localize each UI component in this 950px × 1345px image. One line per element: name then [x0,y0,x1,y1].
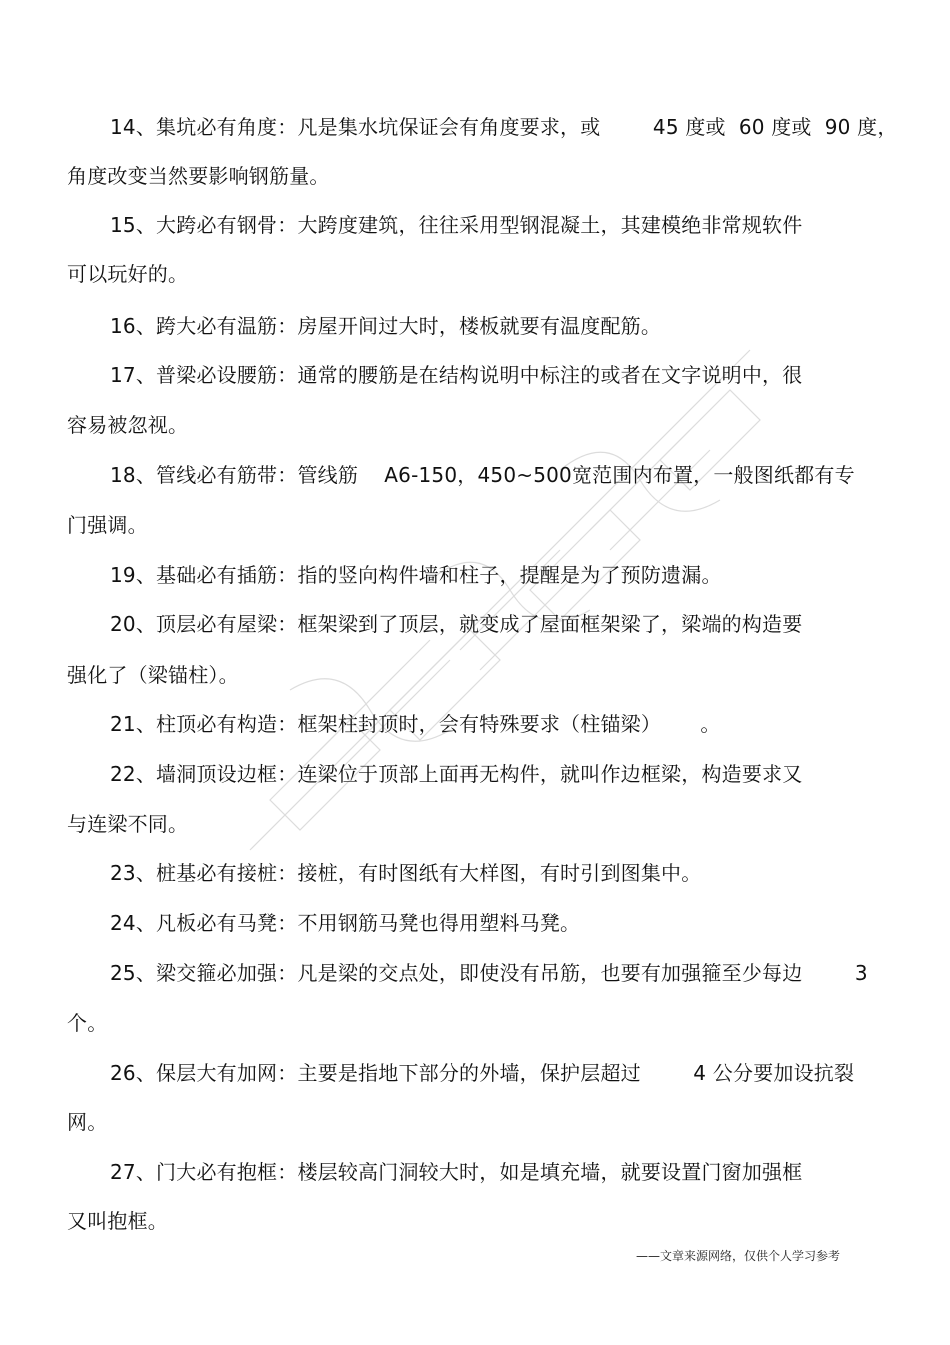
item-14-first-line: 14、集坑必有角度：凡是集水坑保证会有角度要求，或 45 度或 60 度或 90 度， [110,115,898,139]
item-16-first-line: 16、跨大必有温筋：房屋开间过大时，楼板就要有温度配筋。 [110,314,662,338]
item-15-first-line: 15、大跨必有钢骨：大跨度建筑，往往采用型钢混凝土，其建模绝非常规软件 [110,213,803,237]
item-27-first-line: 27、门大必有抱框：楼层较高门洞较大时，如是填充墙，就要设置门窗加强框 [110,1160,803,1184]
item-21-first-line: 21、柱顶必有构造：框架柱封顶时，会有特殊要求（柱锚梁） 。 [110,712,721,736]
item-14-continuation: 角度改变当然要影响钢筋量。 [67,164,330,188]
item-17-continuation: 容易被忽视。 [67,413,189,437]
item-25-first-line: 25、梁交箍必加强：凡是梁的交点处，即使没有吊筋，也要有加强箍至少每边 3 [110,961,868,985]
item-27-continuation: 又叫抱框。 [67,1209,168,1233]
footer-note: ——文章来源网络，仅供个人学习参考 [636,1249,841,1263]
item-18-continuation: 门强调。 [67,513,148,537]
item-25-continuation: 个。 [67,1011,108,1035]
item-20-continuation: 强化了（梁锚柱）。 [67,663,239,687]
item-26-continuation: 网。 [67,1110,108,1134]
item-20-first-line: 20、顶层必有屋梁：框架梁到了顶层，就变成了屋面框架梁了，梁端的构造要 [110,612,803,636]
item-24-first-line: 24、凡板必有马凳：不用钢筋马凳也得用塑料马凳。 [110,911,581,935]
item-19-first-line: 19、基础必有插筋：指的竖向构件墙和柱子，提醒是为了预防遗漏。 [110,563,722,587]
item-22-continuation: 与连梁不同。 [67,812,189,836]
item-18-first-line: 18、管线必有筋带：管线筋 A6-150，450~500宽范围内布置，一般图纸都有专 [110,463,855,487]
item-23-first-line: 23、桩基必有接桩：接桩，有时图纸有大样图，有时引到图集中。 [110,861,702,885]
item-22-first-line: 22、墙洞顶设边框：连梁位于顶部上面再无构件，就叫作边框梁，构造要求又 [110,762,803,786]
item-17-first-line: 17、普梁必设腰筋：通常的腰筋是在结构说明中标注的或者在文字说明中，很 [110,363,803,387]
item-26-first-line: 26、保层大有加网：主要是指地下部分的外墙，保护层超过 4 公分要加设抗裂 [110,1061,855,1085]
item-15-continuation: 可以玩好的。 [67,262,189,286]
